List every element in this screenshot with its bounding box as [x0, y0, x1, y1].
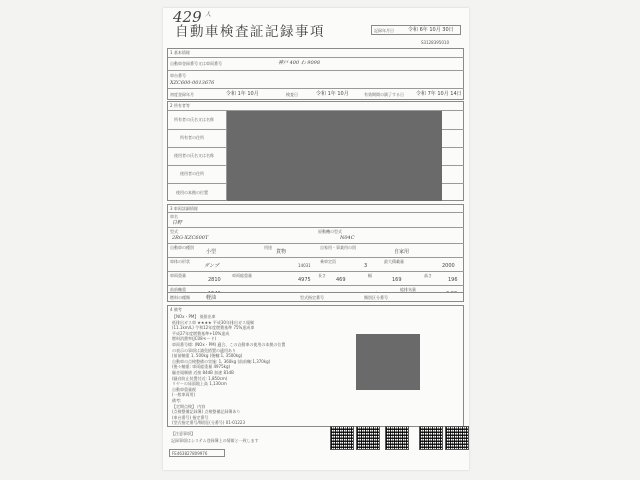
serial-number: S3128395010 [421, 40, 449, 45]
notes-section [167, 305, 464, 427]
fuel-value: 軽油 [206, 295, 217, 301]
max-load-label: 最大積載量 [384, 259, 404, 264]
document-code: FE463827809976 [172, 451, 208, 456]
registration-value: 神戸 400 わ 9098 [278, 60, 321, 66]
expiry-value: 令和 7年 10月 14日 [416, 91, 462, 97]
document-code-box [169, 449, 225, 457]
width-value: 169 [392, 277, 402, 283]
user-address-label: 使用者の住所 [180, 171, 204, 176]
use-label: 用途 [264, 245, 272, 250]
kind-value: 小型 [206, 249, 217, 255]
inspection-certificate-document [163, 8, 469, 470]
body-value: ダンプ [204, 263, 220, 269]
qr-code-1 [330, 426, 354, 450]
type-number: 14031 [298, 263, 311, 268]
owner-section [167, 101, 464, 201]
notes-line: (型式指定番号/類別区分番号) 01-01223 [172, 420, 245, 426]
base-location-label: 使用の本拠の位置 [176, 190, 208, 195]
length-label: 長さ [318, 273, 326, 278]
notes-line: 【NOx・PM】 低排出車 [172, 314, 216, 319]
kind-label: 自動車の種別 [170, 245, 194, 250]
registration-label: 自動車登録番号又は車両番号 [170, 61, 222, 66]
chassis-value: XZC600-0013676 [170, 80, 215, 86]
notes-line: 平成27年度燃費基準+10%達成 [172, 330, 230, 336]
owner-redaction [227, 111, 442, 201]
notes-line: 【定期点検】 内容 [172, 403, 206, 409]
inspection-value: 令和 1年 10月 [316, 91, 349, 97]
qr-code-5 [445, 426, 469, 450]
notes-line: (車台番号) 指定番号 [172, 414, 209, 420]
maker-value: 日野 [172, 220, 183, 226]
notes-redaction [356, 334, 420, 390]
issue-date-box [371, 25, 461, 35]
fuel-label: 燃料の種類 [170, 295, 190, 300]
gross-value: 4975 [298, 277, 311, 283]
handwritten-number: 429 [173, 8, 202, 26]
owner-address-label: 所有者の住所 [180, 135, 204, 140]
notes-line: 燃料消費率(JC08モード) [172, 336, 217, 342]
class-code-label: 類別区分番号 [364, 295, 388, 300]
notes-line: 車両番号標: (NOx・PM) 適合、この自動車の使用の本拠の位置 [172, 342, 286, 347]
chassis-label: 車台番号 [170, 73, 186, 78]
inspection-label: 検査日 [286, 92, 298, 97]
model-label: 型式 [170, 229, 178, 234]
displacement-label: 総排気量 [400, 287, 416, 292]
user-name-label: 使用者の氏名又は名称 [174, 153, 214, 158]
notes-line: (一般車両用) [172, 392, 196, 398]
qr-code-3 [385, 426, 409, 450]
qr-code-2 [356, 426, 380, 450]
axle-label: 前前軸重 [170, 287, 186, 292]
engine-value: N04C [340, 235, 355, 241]
issue-date-value: 令和 6年 10月 30日 [408, 27, 454, 33]
model-code-label: 型式指定番号 [300, 295, 324, 300]
notes-line: リヤーの床面地上高 1,130cm [172, 381, 227, 387]
capacity-value: 3 [364, 263, 368, 269]
notes-line: (前前軸重 1, 500kg (後軸:1, 3500kg) [172, 353, 243, 359]
fuel-row [167, 292, 464, 302]
body-label: 車体の形状 [170, 259, 190, 264]
section-label: 2 所有者等 [170, 103, 190, 108]
notes-line: の表示の事項は減免措置の適用あり [172, 347, 236, 353]
maker-label: 車名 [170, 214, 178, 219]
notes-line: 騒音規制値 近接 84dB 加速 81dB [172, 370, 234, 375]
document-title: 自動車検査証記録事項 [175, 24, 325, 40]
footer-label: 【注意事項】 [171, 431, 195, 436]
weight-label: 車両重量 [170, 273, 186, 278]
section-label: 4 備考 [170, 307, 182, 312]
purpose-value: 自家用 [394, 249, 410, 255]
length-value: 469 [336, 277, 346, 283]
owner-name-label: 所有者の氏名又は名称 [174, 117, 214, 122]
notes-line: 備考: [172, 398, 182, 403]
footer-note: 記録事項はシステム登録簿上の情報と一致します [171, 438, 259, 443]
purpose-label: 自家用・事業用の別 [320, 245, 356, 250]
first-registration-label: 初度登録年月 [170, 92, 194, 97]
gross-label: 車両総重量 [232, 273, 252, 278]
max-load-value: 2000 [442, 263, 455, 269]
engine-label: 原動機の型式 [318, 229, 342, 234]
handwritten-note: 人 [205, 11, 212, 18]
notes-line: (後々軸重: 車両総重量 4975kg) [172, 364, 231, 370]
notes-line: (11.1km/L) 令和12年度燃費基準 75%達成車 [172, 325, 255, 331]
model-value: 2RG-XZC600T [172, 235, 209, 241]
issue-date-label: 記録年月日 [374, 28, 394, 33]
section-label: 1 基本情報 [170, 50, 190, 55]
expiry-label: 有効期間の満了する日 [364, 92, 404, 97]
height-value: 196 [448, 277, 458, 283]
notes-line: 自動車の点検整備の実施: 1, 360kg (前前軸:1,370kg) [172, 358, 271, 364]
vehicle-spec-section [167, 204, 464, 302]
notes-line: (騒音防止装置付近: 1,850cm) [172, 375, 228, 381]
weight-value: 2810 [208, 277, 221, 283]
notes-line: 低排出ガス車 ★★★★ 平成30年排出ガス規制 [172, 319, 254, 325]
height-label: 高さ [424, 273, 432, 278]
section-label: 3 車両詳細情報 [170, 206, 198, 211]
capacity-label: 乗車定員 [320, 259, 336, 264]
use-value: 貨物 [276, 249, 287, 255]
notes-line: (点検整備記録簿) 点検整備記録簿あり [172, 409, 241, 415]
width-label: 幅 [368, 273, 372, 278]
notes-line: 自動車重量税 [172, 386, 196, 392]
first-registration-value: 令和 1年 10月 [226, 91, 259, 97]
qr-code-4 [419, 426, 443, 450]
vehicle-basic-section [167, 48, 464, 100]
